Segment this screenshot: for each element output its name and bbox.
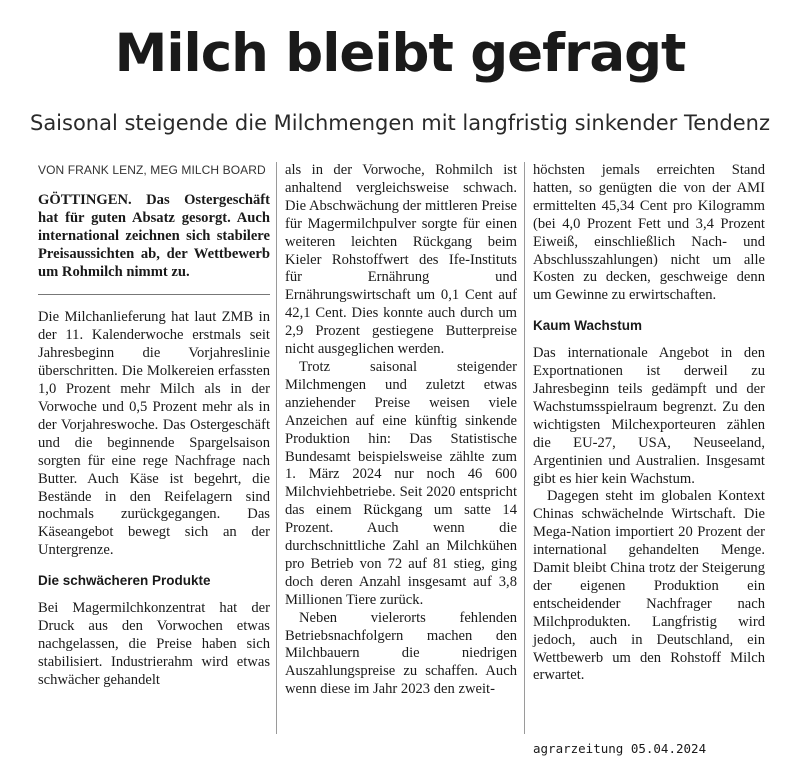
article-column-1: [38, 162, 270, 690]
body-paragraph: Die Milchanlieferung hat laut ZMB in der 11. Kalenderwoche erstmals seit Jahresbeginn die Vorjahreslinie überschritten. Die Molkereien erfassten 1,0 Prozent mehr Milch als in der Vorwoche und 0,5 Prozent mehr als in der Vorjahreswoche. Das Ostergeschäft und die beginnende Spargelsaison sorgten für eine rege Nachfrage nach Butter. Auch Käse ist begehrt, die Bestände in den Reifelagern sind nochmals zurückgegangen. Das Käseangebot bewegt sich an der Untergrenze.: [38, 309, 270, 559]
body-paragraph: Trotz saisonal steigender Milchmengen und zuletzt etwas anziehender Preise weisen viele Anzeichen auf eine künftig sinkende Produktion hin: Das Statistische Bundesamt beispielsweise zählte zum 1. März 2024 nur noch 46 600 Milchviehbetriebe. Seit 2020 entspricht das einem Rückgang um satte 14 Prozent. Auch wenn die durchschnittliche Zahl an Milchkühen pro Betrieb von 72 auf 81 stieg, ging doch deren Anzahl insgesamt auf 3,8 Millionen Tiere zurück.: [285, 358, 517, 608]
lead-divider: [38, 294, 270, 295]
article-column-3: [533, 162, 765, 685]
section-heading: Die schwächeren Produkte: [38, 573, 211, 589]
column-rule-2: [524, 162, 525, 734]
source-citation: agrarzeitung 05.04.2024: [533, 741, 707, 756]
body-paragraph: als in der Vorwoche, Rohmilch ist anhaltend vergleichsweise schwach. Die Abschwächung der mittleren Preise für Magermilchpulver sorgte für einen weiteren leichten Rückgang beim Kieler Rohstoffwert des Ife-Instituts für Ernährung und Ernährungswirtschaft um 0,1 Cent auf 42,1 Cent. Dies konnte auch durch um 2,9 Prozent gestiegene Butterpreise nicht ausgeglichen werden.: [285, 162, 517, 358]
column-rule-1: [276, 162, 277, 734]
subheadline: Saisonal steigende die Milchmengen mit langfristig sinkender Tendenz: [29, 111, 771, 135]
body-paragraph: höchsten jemals erreichten Stand hatten, so genügten die von der AMI ermittelten 45,34 Cent pro Kilogramm (bei 4,0 Prozent Fett und 3,4 Prozent Eiweiß, einschließlich Nach- und Abschlusszahlungen) nicht um alle Kosten zu decken, geschweige denn um Gewinne zu erwirtschaften.: [533, 162, 765, 304]
section-heading: Kaum Wachstum: [533, 318, 643, 334]
body-paragraph: Neben vielerorts fehlenden Betriebsnachfolgern machen den Milchbauern die niedrigen Auszahlungspreise zu schaffen. Auch wenn diese im Jahr 2023 den zweit-: [285, 609, 517, 698]
body-paragraph: Dagegen steht im globalen Kontext Chinas schwächelnde Wirtschaft. Die Mega-Nation importiert 20 Prozent der international gehandelten Menge. Damit bleibt China trotz der Steigerung der eigenen Produktion ein entscheidender Nachfrager nach Milchprodukten. Langfristig wird jedoch, auch in Deutschland, ein Wettbewerb um den Rohstoff Milch erwartet.: [533, 488, 765, 684]
article-column-2: [285, 162, 517, 699]
byline: VON FRANK LENZ, MEG MILCH BOARD: [38, 163, 266, 177]
lead-paragraph: GÖTTINGEN. Das Ostergeschäft hat für guten Absatz gesorgt. Auch international zeichnen sich stabilere Preisaussichten ab, der Wettbewerb um Rohmilch nimmt zu.: [38, 191, 270, 280]
headline: Milch bleibt gefragt: [114, 23, 686, 84]
body-paragraph: Bei Magermilchkonzentrat hat der Druck aus den Vorwochen etwas nachgelassen, die Preise haben sich stabilisiert. Industrierahm wird etwas schwächer gehandelt: [38, 600, 270, 688]
body-paragraph: Das internationale Angebot in den Exportnationen ist derweil zu Jahresbeginn teils gedämpft und der Wachstumsspielraum begrenzt. Zu den wichtigsten Milchexporteuren zählen die EU-27, USA, Neuseeland, Argentinien und Australien. Insgesamt gibt es hier kein Wachstum.: [533, 345, 765, 487]
